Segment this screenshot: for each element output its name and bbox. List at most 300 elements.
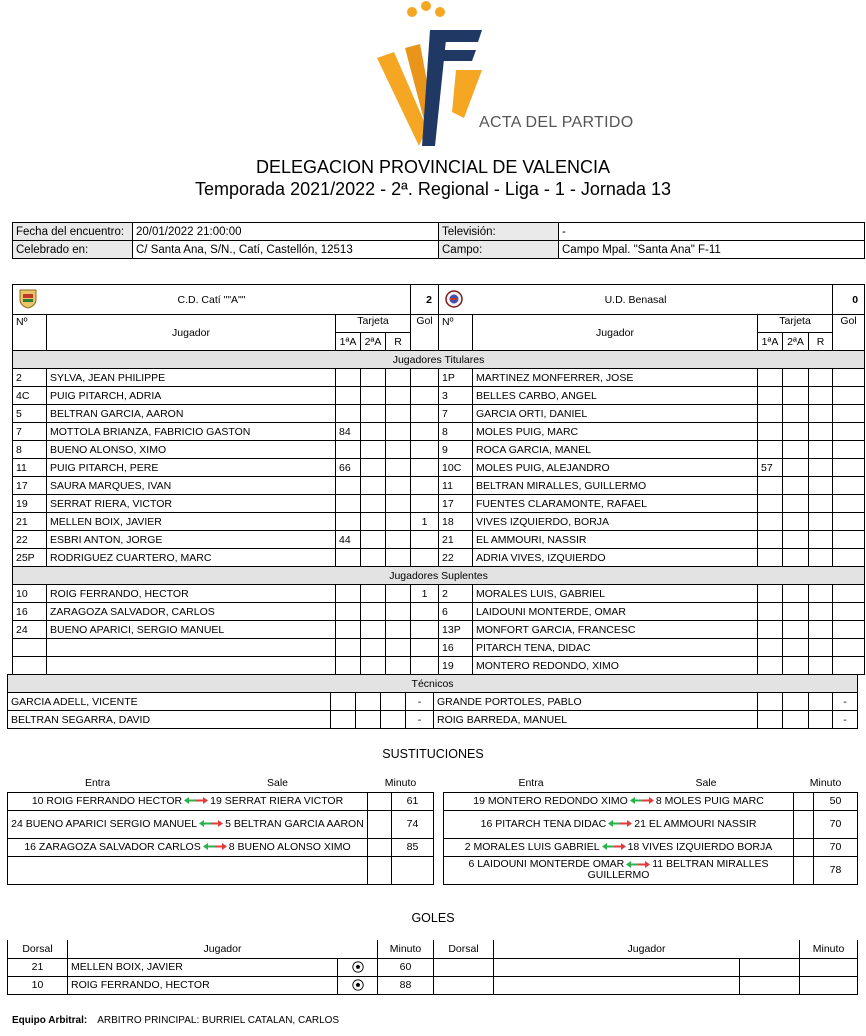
player-row: [13, 477, 865, 495]
home-substitution-cell: [8, 810, 368, 838]
home-sub-in: 10 ROIG FERRANDO HECTOR: [31, 794, 183, 807]
home-second-yellow: [361, 549, 386, 567]
away-player-number: 8: [439, 423, 473, 441]
away-goals: [833, 477, 865, 495]
titulares-section: Jugadores Titulares: [13, 351, 865, 369]
home-jugador-header: Jugador: [47, 315, 336, 351]
away-first-yellow: [758, 495, 783, 513]
home-goals: [411, 441, 439, 459]
away-red-card: [809, 477, 833, 495]
home-sub-minute: 74: [392, 810, 434, 838]
away-second-yellow: [783, 513, 809, 531]
away-score: 0: [833, 285, 865, 315]
subs-away-minuto-header: Minuto: [809, 777, 842, 790]
player-row: [13, 621, 865, 639]
away-tecnico-1a: [758, 693, 783, 711]
away-red-card: [809, 495, 833, 513]
away-second-yellow: [783, 495, 809, 513]
sustituciones-title: SUSTITUCIONES: [382, 747, 484, 761]
away-player-name: MOLES PUIG, MARC: [473, 423, 758, 441]
away-sub-minute: 50: [814, 792, 858, 810]
player-row: [13, 495, 865, 513]
away-player-number: 2: [439, 585, 473, 603]
home-tecnico-dash: -: [406, 693, 434, 711]
goal-icon-cell: [338, 976, 378, 994]
player-row: [13, 387, 865, 405]
away-first-yellow: [758, 657, 783, 675]
players-table: [12, 284, 865, 675]
home-goals: [411, 369, 439, 387]
away-sub-blank: [794, 838, 814, 856]
home-first-yellow: [336, 477, 361, 495]
home-second-yellow: [361, 459, 386, 477]
campo-label: Campo:: [439, 241, 559, 259]
away-player-name: MONFORT GARCIA, FRANCESC: [473, 621, 758, 639]
tecnico-row: [8, 711, 858, 729]
home-second-yellow: [361, 639, 386, 657]
away-first-yellow: [758, 477, 783, 495]
home-player-name: PUIG PITARCH, PERE: [47, 459, 336, 477]
substitution-row: [8, 856, 858, 884]
away-player-number: 22: [439, 549, 473, 567]
home-goals: [411, 531, 439, 549]
home-score: 2: [411, 285, 439, 315]
goal-row: [8, 958, 858, 976]
away-second-yellow: [783, 531, 809, 549]
away-player-name: ADRIA VIVES, IZQUIERDO: [473, 549, 758, 567]
substitution-row: [8, 792, 858, 810]
home-num-header: Nº: [13, 315, 47, 351]
away-second-yellow: [783, 549, 809, 567]
home-tecnico-2a: [356, 693, 381, 711]
federation-logo: [372, 0, 492, 150]
away-player-name: MARTINEZ MONFERRER, JOSE: [473, 369, 758, 387]
away-goal-player: [494, 976, 740, 994]
away-sub-blank: [794, 856, 814, 884]
home-sub-minute: 85: [392, 838, 434, 856]
away-first-yellow: [758, 441, 783, 459]
home-player-name: [47, 639, 336, 657]
home-first-yellow: [336, 603, 361, 621]
home-tecnico-r: [381, 693, 406, 711]
home-shield-icon: [19, 289, 37, 309]
home-player-name: SYLVA, JEAN PHILIPPE: [47, 369, 336, 387]
home-player-name: MELLEN BOIX, JAVIER: [47, 513, 336, 531]
home-sub-out: 5 BELTRAN GARCIA AARON: [225, 817, 364, 830]
player-row: [13, 405, 865, 423]
player-row: [13, 639, 865, 657]
home-sub-blank: [368, 838, 392, 856]
soccer-ball-icon: [352, 961, 364, 973]
away-substitution-cell: [444, 810, 794, 838]
home-first-yellow: [336, 621, 361, 639]
away-player-number: 10C: [439, 459, 473, 477]
home-red-card: [386, 621, 411, 639]
away-goal-minute: [800, 958, 858, 976]
tv-label: Televisión:: [439, 223, 559, 241]
home-first-yellow: 66: [336, 459, 361, 477]
away-tecnico-1a: [758, 711, 783, 729]
home-goals: [411, 387, 439, 405]
home-first-yellow: [336, 657, 361, 675]
away-player-name: LAIDOUNI MONTERDE, OMAR: [473, 603, 758, 621]
away-second-yellow: [783, 423, 809, 441]
away-first-yellow: [758, 585, 783, 603]
goal-row: [8, 976, 858, 994]
away-sub-out: 21 EL AMMOURI NASSIR: [634, 817, 757, 830]
goal-player: ROIG FERRANDO, HECTOR: [68, 976, 338, 994]
away-player-name: ROCA GARCIA, MANEL: [473, 441, 758, 459]
home-player-number: 11: [13, 459, 47, 477]
home-player-number: 4C: [13, 387, 47, 405]
player-row: [13, 549, 865, 567]
away-goals: [833, 405, 865, 423]
away-goals: [833, 585, 865, 603]
away-substitution-cell: [444, 856, 794, 884]
home-goals: [411, 639, 439, 657]
player-row: [13, 585, 865, 603]
away-goal-dorsal: [434, 958, 494, 976]
away-tecnico-r: [809, 711, 833, 729]
away-red-card: [809, 585, 833, 603]
arbitro-line: [12, 1015, 339, 1026]
away-first-yellow: 57: [758, 459, 783, 477]
away-player-number: 6: [439, 603, 473, 621]
goles-home-dorsal-header: Dorsal: [8, 940, 68, 958]
home-player-number: 10: [13, 585, 47, 603]
home-first-yellow: [336, 441, 361, 459]
goles-away-dorsal-header: Dorsal: [434, 940, 494, 958]
arbitro-value: ARBITRO PRINCIPAL: BURRIEL CATALAN, CARLOS: [97, 1015, 340, 1026]
home-player-number: 22: [13, 531, 47, 549]
away-sub-out: 11 BELTRAN MIRALLES GUILLERMO: [587, 858, 769, 881]
away-player-number: 9: [439, 441, 473, 459]
fecha-value: 20/01/2022 21:00:00: [133, 223, 439, 241]
home-first-yellow: [336, 513, 361, 531]
arbitro-label: Equipo Arbitral:: [12, 1015, 88, 1026]
home-substitution-cell: [8, 838, 368, 856]
home-second-yellow: [361, 423, 386, 441]
away-second-yellow: [783, 639, 809, 657]
home-tarjeta-header: Tarjeta: [336, 315, 411, 333]
away-2a-header: 2ªA: [783, 333, 809, 351]
home-first-yellow: 44: [336, 531, 361, 549]
fecha-label: Fecha del encuentro:: [13, 223, 133, 241]
away-player-number: 21: [439, 531, 473, 549]
away-first-yellow: [758, 603, 783, 621]
away-1a-header: 1ªA: [758, 333, 783, 351]
away-player-number: 17: [439, 495, 473, 513]
home-player-name: RODRIGUEZ CUARTERO, MARC: [47, 549, 336, 567]
home-second-yellow: [361, 513, 386, 531]
home-goals: [411, 423, 439, 441]
away-player-number: 3: [439, 387, 473, 405]
away-tecnico-r: [809, 693, 833, 711]
home-first-yellow: [336, 387, 361, 405]
home-red-card: [386, 441, 411, 459]
away-first-yellow: [758, 531, 783, 549]
away-player-name: EL AMMOURI, NASSIR: [473, 531, 758, 549]
away-sub-in: 16 PITARCH TENA DIDAC: [480, 817, 607, 830]
away-red-card: [809, 513, 833, 531]
player-row: [13, 657, 865, 675]
home-sub-blank: [368, 810, 392, 838]
home-sub-minute: [392, 856, 434, 884]
home-player-number: [13, 657, 47, 675]
goles-title: GOLES: [411, 911, 455, 925]
away-goal-icon-cell: [740, 958, 800, 976]
home-second-yellow: [361, 495, 386, 513]
away-red-card: [809, 531, 833, 549]
suplentes-section: Jugadores Suplentes: [13, 567, 865, 585]
home-player-name: ZARAGOZA SALVADOR, CARLOS: [47, 603, 336, 621]
away-sub-blank: [794, 810, 814, 838]
home-tecnico-name: BELTRAN SEGARRA, DAVID: [8, 711, 331, 729]
home-tecnico-2a: [356, 711, 381, 729]
home-player-number: 16: [13, 603, 47, 621]
away-sub-out: 18 VIVES IZQUIERDO BORJA: [627, 840, 773, 853]
away-player-name: MONTERO REDONDO, XIMO: [473, 657, 758, 675]
away-first-yellow: [758, 639, 783, 657]
away-goals: [833, 549, 865, 567]
home-red-card: [386, 603, 411, 621]
player-row: [13, 423, 865, 441]
away-tecnico-dash: -: [833, 693, 858, 711]
home-player-number: 25P: [13, 549, 47, 567]
home-sub-blank: [368, 792, 392, 810]
home-first-yellow: [336, 369, 361, 387]
away-first-yellow: [758, 621, 783, 639]
away-num-header: Nº: [439, 315, 473, 351]
home-red-card: [386, 585, 411, 603]
away-goals: [833, 369, 865, 387]
home-first-yellow: [336, 549, 361, 567]
home-goals: [411, 621, 439, 639]
home-second-yellow: [361, 369, 386, 387]
away-sub-in: 6 LAIDOUNI MONTERDE OMAR: [468, 858, 625, 870]
away-team-name-cell: [439, 285, 833, 315]
away-red-card: [809, 387, 833, 405]
goles-home-minuto-header: Minuto: [378, 940, 434, 958]
away-goals: [833, 387, 865, 405]
home-goals: [411, 657, 439, 675]
away-jugador-header: Jugador: [473, 315, 758, 351]
home-second-yellow: [361, 477, 386, 495]
away-red-card: [809, 405, 833, 423]
home-red-card: [386, 513, 411, 531]
home-goals: [411, 495, 439, 513]
goles-home-jugador-header: Jugador: [68, 940, 378, 958]
away-goals: [833, 459, 865, 477]
delegation-title: DELEGACION PROVINCIAL DE VALENCIA: [255, 157, 611, 177]
home-player-name: SERRAT RIERA, VICTOR: [47, 495, 336, 513]
home-sub-in: 24 BUENO APARICI SERGIO MANUEL: [11, 817, 198, 830]
substitution-arrow-icon: [625, 860, 651, 869]
substitution-arrow-icon: [607, 819, 633, 828]
player-row: [13, 531, 865, 549]
home-goals: [411, 459, 439, 477]
away-r-header: R: [809, 333, 833, 351]
home-red-card: [386, 477, 411, 495]
soccer-ball-icon: [352, 979, 364, 991]
away-red-card: [809, 459, 833, 477]
away-player-name: BELLES CARBO, ANGEL: [473, 387, 758, 405]
away-first-yellow: [758, 423, 783, 441]
home-first-yellow: [336, 585, 361, 603]
goles-away-minuto-header: Minuto: [800, 940, 858, 958]
away-second-yellow: [783, 387, 809, 405]
goal-player: MELLEN BOIX, JAVIER: [68, 958, 338, 976]
subs-home-entra-header: Entra: [84, 777, 111, 790]
home-red-card: [386, 531, 411, 549]
subs-home-sale-header: Sale: [266, 777, 288, 790]
home-tecnico-1a: [331, 693, 356, 711]
away-player-name: MOLES PUIG, ALEJANDRO: [473, 459, 758, 477]
substitution-arrow-icon: [629, 796, 655, 805]
home-red-card: [386, 423, 411, 441]
away-first-yellow: [758, 387, 783, 405]
home-tecnico-r: [381, 711, 406, 729]
home-second-yellow: [361, 603, 386, 621]
home-sub-out: 19 SERRAT RIERA VICTOR: [210, 794, 344, 807]
away-sub-minute: 70: [814, 838, 858, 856]
home-2a-header: 2ªA: [361, 333, 386, 351]
home-team-name: C.D. Catí ""A"": [177, 293, 246, 306]
away-first-yellow: [758, 549, 783, 567]
acta-title: ACTA DEL PARTIDO: [479, 114, 634, 131]
away-tecnico-dash: -: [833, 711, 858, 729]
home-goals: 1: [411, 513, 439, 531]
home-tecnico-1a: [331, 711, 356, 729]
away-player-number: 11: [439, 477, 473, 495]
home-second-yellow: [361, 657, 386, 675]
home-substitution-cell: [8, 856, 368, 884]
away-player-name: GARCIA ORTI, DANIEL: [473, 405, 758, 423]
goal-icon-cell: [338, 958, 378, 976]
home-first-yellow: [336, 495, 361, 513]
home-player-number: 7: [13, 423, 47, 441]
home-gol-header: Gol: [411, 315, 439, 351]
tecnico-row: [8, 693, 858, 711]
away-goal-minute: [800, 976, 858, 994]
home-first-yellow: 84: [336, 423, 361, 441]
campo-value: Campo Mpal. "Santa Ana" F-11: [559, 241, 865, 259]
away-sub-out: 8 MOLES PUIG MARC: [655, 794, 764, 807]
home-first-yellow: [336, 405, 361, 423]
home-r-header: R: [386, 333, 411, 351]
home-player-name: SAURA MARQUES, IVAN: [47, 477, 336, 495]
home-player-name: MOTTOLA BRIANZA, FABRICIO GASTON: [47, 423, 336, 441]
away-goals: [833, 639, 865, 657]
home-player-number: 17: [13, 477, 47, 495]
away-player-number: 13P: [439, 621, 473, 639]
away-first-yellow: [758, 513, 783, 531]
away-sub-in: 19 MONTERO REDONDO XIMO: [473, 794, 628, 807]
away-red-card: [809, 423, 833, 441]
player-row: [13, 459, 865, 477]
home-goals: [411, 549, 439, 567]
home-player-number: 8: [13, 441, 47, 459]
home-sub-blank: [368, 856, 392, 884]
home-sub-minute: 61: [392, 792, 434, 810]
away-goals: [833, 621, 865, 639]
home-player-name: BUENO APARICI, SERGIO MANUEL: [47, 621, 336, 639]
home-team-name-cell: [13, 285, 411, 315]
home-substitution-cell: [8, 792, 368, 810]
home-player-number: 24: [13, 621, 47, 639]
home-red-card: [386, 459, 411, 477]
season-subtitle: Temporada 2021/2022 - 2ª. Regional - Liga - 1 - Jornada 13: [195, 179, 671, 199]
goal-dorsal: 21: [8, 958, 68, 976]
away-goals: [833, 495, 865, 513]
away-sub-blank: [794, 792, 814, 810]
tecnicos-table: [7, 674, 858, 729]
home-red-card: [386, 639, 411, 657]
away-player-name: MORALES LUIS, GABRIEL: [473, 585, 758, 603]
lugar-label: Celebrado en:: [13, 241, 133, 259]
away-goals: [833, 513, 865, 531]
away-player-number: 1P: [439, 369, 473, 387]
away-tecnico-name: GRANDE PORTOLES, PABLO: [434, 693, 758, 711]
away-goal-dorsal: [434, 976, 494, 994]
away-player-name: BELTRAN MIRALLES, GUILLERMO: [473, 477, 758, 495]
away-player-number: 18: [439, 513, 473, 531]
away-second-yellow: [783, 603, 809, 621]
away-goal-player: [494, 958, 740, 976]
home-second-yellow: [361, 387, 386, 405]
home-player-number: [13, 639, 47, 657]
home-second-yellow: [361, 405, 386, 423]
home-sub-out: 8 BUENO ALONSO XIMO: [228, 840, 351, 853]
away-red-card: [809, 441, 833, 459]
home-goals: [411, 405, 439, 423]
home-red-card: [386, 405, 411, 423]
home-tecnico-name: GARCIA ADELL, VICENTE: [8, 693, 331, 711]
home-player-number: 2: [13, 369, 47, 387]
home-first-yellow: [336, 639, 361, 657]
home-player-number: 19: [13, 495, 47, 513]
home-player-name: [47, 657, 336, 675]
away-goals: [833, 423, 865, 441]
substitution-arrow-icon: [601, 842, 627, 851]
lugar-value: C/ Santa Ana, S/N., Catí, Castellón, 12513: [133, 241, 439, 259]
player-row: [13, 369, 865, 387]
sustituciones-table: [7, 776, 858, 885]
away-player-number: 19: [439, 657, 473, 675]
away-second-yellow: [783, 405, 809, 423]
home-red-card: [386, 495, 411, 513]
substitution-arrow-icon: [198, 819, 224, 828]
away-first-yellow: [758, 405, 783, 423]
home-player-name: ESBRI ANTON, JORGE: [47, 531, 336, 549]
home-player-number: 21: [13, 513, 47, 531]
away-player-name: VIVES IZQUIERDO, BORJA: [473, 513, 758, 531]
away-tecnico-2a: [783, 711, 809, 729]
player-row: [13, 603, 865, 621]
goles-table: [7, 940, 858, 995]
substitution-row: [8, 810, 858, 838]
home-1a-header: 1ªA: [336, 333, 361, 351]
home-second-yellow: [361, 585, 386, 603]
goal-dorsal: 10: [8, 976, 68, 994]
home-player-name: PUIG PITARCH, ADRIA: [47, 387, 336, 405]
home-player-name: ROIG FERRANDO, HECTOR: [47, 585, 336, 603]
tecnicos-section: Técnicos: [8, 675, 858, 693]
away-red-card: [809, 639, 833, 657]
away-first-yellow: [758, 369, 783, 387]
away-player-name: PITARCH TENA, DIDAC: [473, 639, 758, 657]
away-substitution-cell: [444, 792, 794, 810]
